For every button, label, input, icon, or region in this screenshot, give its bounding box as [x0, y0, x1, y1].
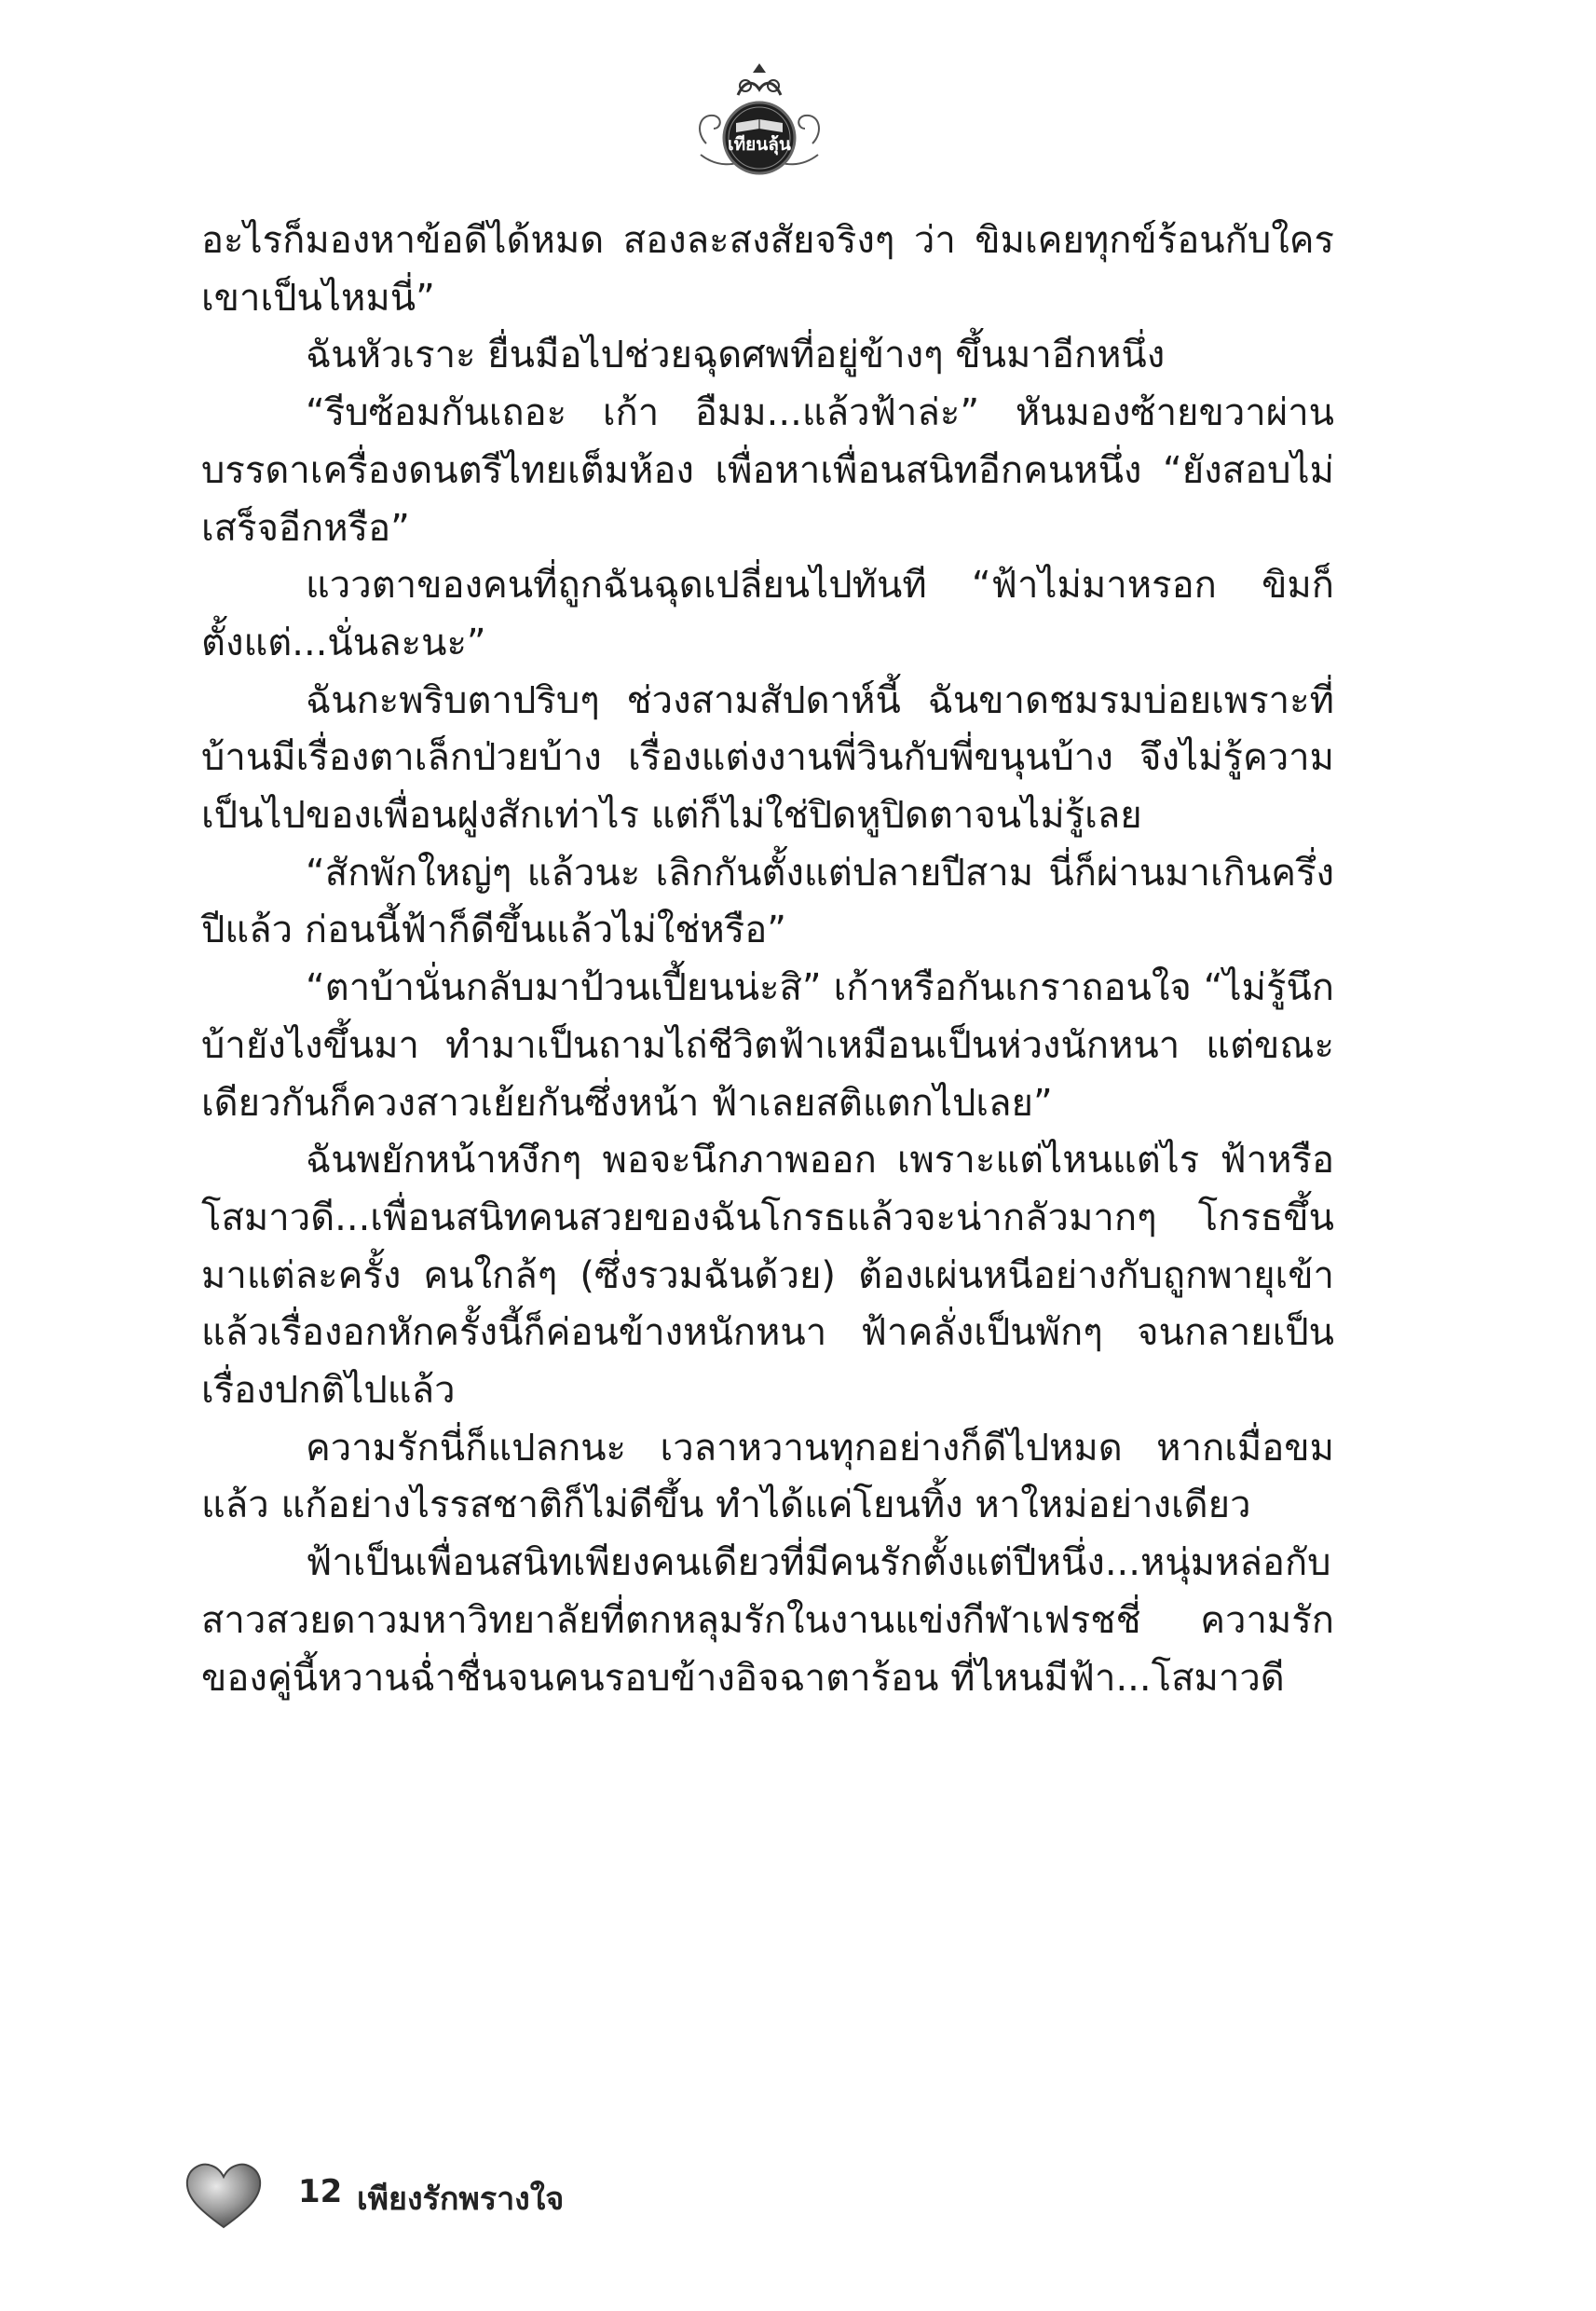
paragraph: แววตาของคนที่ถูกฉันฉุดเปลี่ยนไปทันที “ฟ้าไม่มาหรอก ขิมก็ตั้งแต่...นั่นละนะ” [201, 564, 1334, 664]
heart-icon [182, 2158, 266, 2233]
page-footer [182, 2158, 927, 2233]
paragraph: “รีบซ้อมกันเถอะ เก้า อืมม...แล้วฟ้าล่ะ” หันมองซ้ายขวาผ่านบรรดาเครื่องดนตรีไทยเต็มห้อง เพื่อหาเพื่อนสนิทอีกคนหนึ่ง “ยังสอบไม่เสร็จอีกหรือ” [201, 391, 1334, 550]
paragraph: “สักพักใหญ่ๆ แล้วนะ เลิกกันตั้งแต่ปลายปีสาม นี่ก็ผ่านมาเกินครึ่งปีแล้ว ก่อนนี้ฟ้าก็ดีขึ้นแล้วไม่ใช่หรือ” [201, 851, 1334, 952]
logo-text: เทียนลุ้น [728, 134, 791, 155]
book-title: เพียงรักพรางใจ [357, 2181, 565, 2218]
paragraph: ฉันพยักหน้าหงึกๆ พอจะนึกภาพออก เพราะแต่ไหนแต่ไร ฟ้าหรือโสมาวดี...เพื่อนสนิทคนสวยของฉันโกรธแล้วจะน่ากลัวมากๆ โกรธขึ้นมาแต่ละครั้ง คนใกล้ๆ (ซึ่งรวมฉันด้วย) ต้องเผ่นหนีอย่างกับถูกพายุเข้า แล้วเรื่องอกหักครั้งนี้ก็ค่อนข้างหนักหนา ฟ้าคลั่งเป็นพักๆ จนกลายเป็นเรื่องปกติไปแล้ว [201, 1139, 1334, 1413]
paragraph: ฟ้าเป็นเพื่อนสนิทเพียงคนเดียวที่มีคนรักตั้งแต่ปีหนึ่ง...หนุ่มหล่อกับสาวสวยดาวมหาวิทยาลัยที่ตกหลุมรักในงานแข่งกีฬาเฟรชชี่ ความรักของคู่นี้หวานฉ่ำชื่นจนคนรอบข้างอิจฉาตาร้อน ที่ไหนมีฟ้า...โสมาวดี [201, 1541, 1334, 1700]
ornament-book-logo-icon [689, 58, 829, 179]
paragraph: อะไรก็มองหาข้อดีได้หมด สองละสงสัยจริงๆ ว่า ขิมเคยทุกข์ร้อนกับใครเขาเป็นไหมนี่” [201, 219, 1334, 320]
paragraph: “ตาบ้านั่นกลับมาป้วนเปี้ยนน่ะสิ” เก้าหรือกันเกราถอนใจ “ไม่รู้นึกบ้ายังไงขึ้นมา ทำมาเป็นถามไถ่ชีวิตฟ้าเหมือนเป็นห่วงนักหนา แต่ขณะเดียวกันก็ควงสาวเย้ยกันซึ่งหน้า ฟ้าเลยสติแตกไปเลย” [201, 966, 1334, 1125]
paragraph: ฉันกะพริบตาปริบๆ ช่วงสามสัปดาห์นี้ ฉันขาดชมรมบ่อยเพราะที่บ้านมีเรื่องตาเล็กป่วยบ้าง เรื่องแต่งงานพี่วินกับพี่ขนุนบ้าง จึงไม่รู้ความเป็นไปของเพื่อนฝูงสักเท่าไร แต่ก็ไม่ใช่ปิดหูปิดตาจนไม่รู้เลย [201, 678, 1334, 838]
paragraph: ความรักนี่ก็แปลกนะ เวลาหวานทุกอย่างก็ดีไปหมด หากเมื่อขมแล้ว แก้อย่างไรรสชาติก็ไม่ดีขึ้น ทำได้แค่โยนทิ้ง หาใหม่อย่างเดียว [201, 1426, 1334, 1527]
paragraph: ฉันหัวเราะ ยื่นมือไปช่วยฉุดศพที่อยู่ข้างๆ ขึ้นมาอีกหนึ่ง [306, 334, 1166, 377]
body-text [201, 212, 1334, 1707]
header-logo [689, 58, 829, 179]
page-number: 12 [298, 2173, 343, 2210]
